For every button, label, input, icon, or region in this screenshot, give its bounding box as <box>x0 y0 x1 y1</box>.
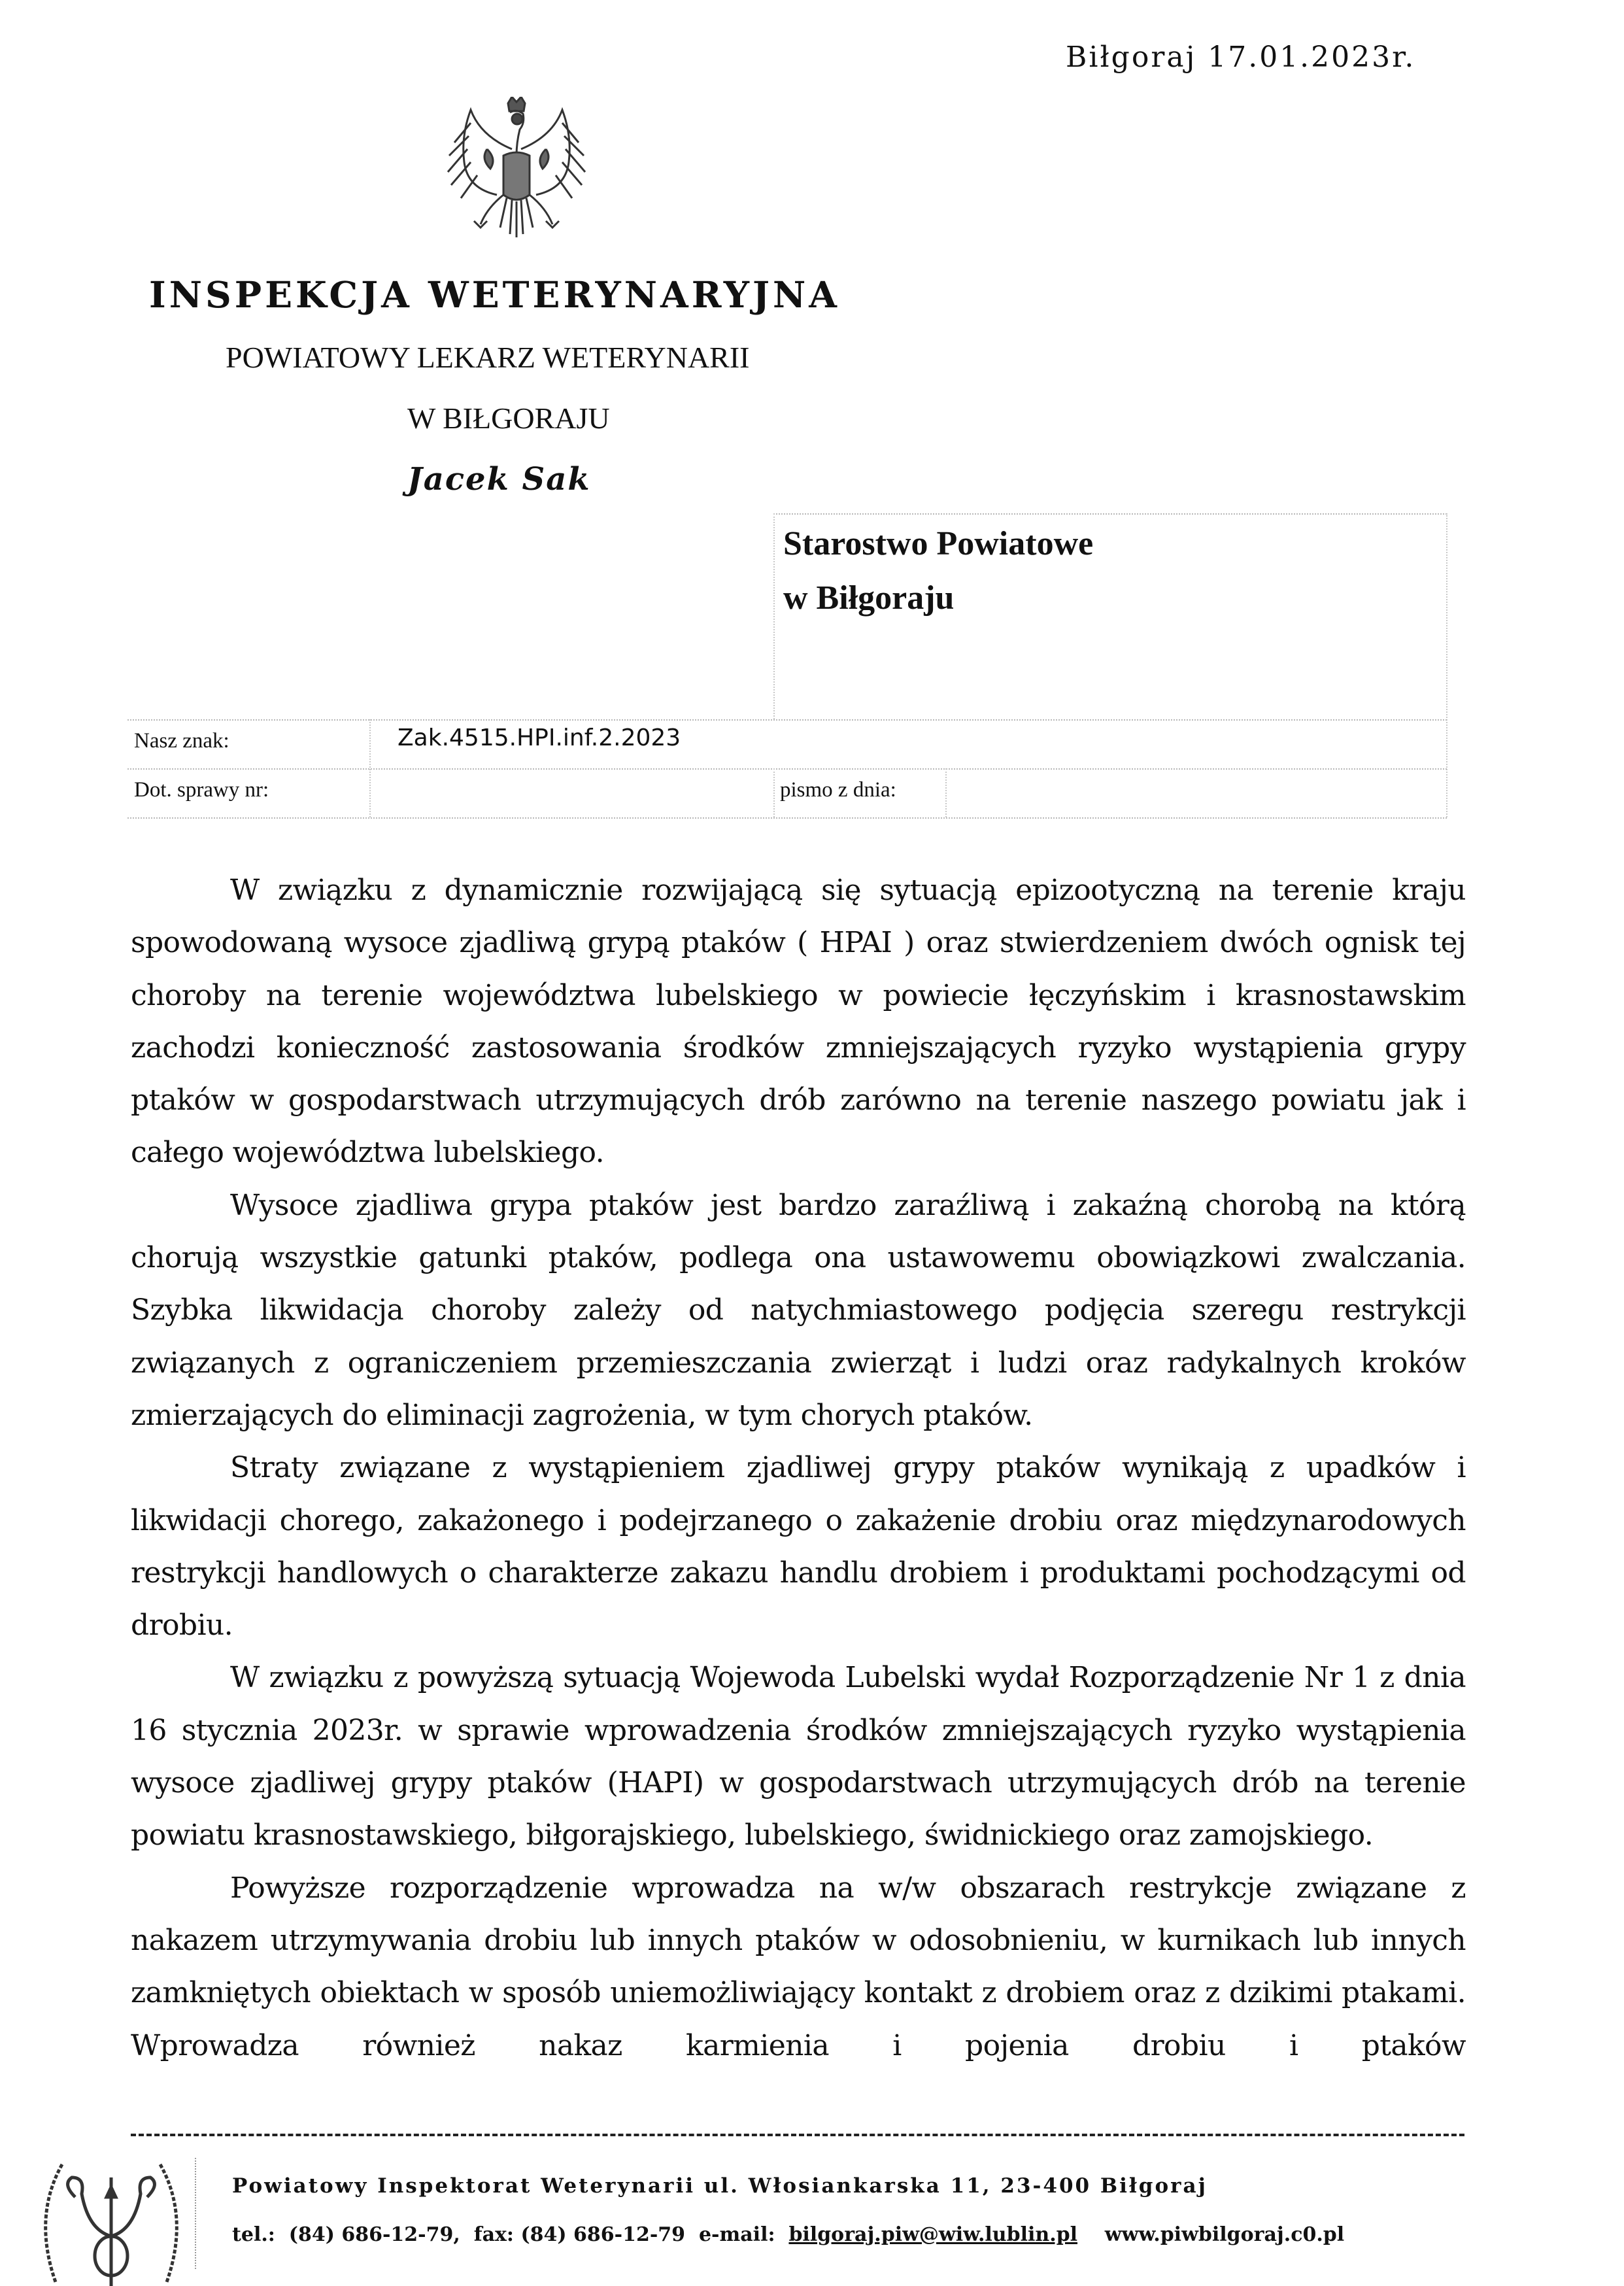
body-paragraph: Straty związane z wystąpieniem zjadliwej grypy ptaków wynikają z upadków i likwidacji chorego, zakażonego i podejrzanego o zakażenie drobiu oraz międzynarodowych restrykcji handlowych o charakterze zakazu handlu drobiem i produktami pochodzącymi od drobiu. <box>131 1451 1466 1643</box>
organization-city: W BIŁGORAJU <box>407 401 610 435</box>
our-ref-label: Nasz znak: <box>134 729 229 753</box>
email-link[interactable]: bilgoraj.piw@wiw.lublin.pl <box>788 2223 1078 2246</box>
body-paragraph: Powyższe rozporządzenie wprowadza na w/w obszarach restrykcje związane z nakazem utrzymywania drobiu lub innych ptaków w odosobnieniu, w kurnikach lub innych zamkniętych obiektach w sposób uniemożliwiający kontakt z drobiem oraz z dzikimi ptakami. Wprowadza również nakaz karmienia i pojenia drobiu i ptaków <box>131 1871 1466 2062</box>
recipient-box-left-border <box>773 513 775 719</box>
website-link[interactable]: www.piwbilgoraj.c0.pl <box>1104 2223 1345 2246</box>
ref-table-col-divider-2 <box>773 768 775 817</box>
ref-table-bottom-border <box>127 817 1447 819</box>
ref-table-col-divider <box>369 719 371 817</box>
our-ref-value: Zak.4515.HPI.inf.2.2023 <box>398 725 681 751</box>
footer-separator <box>195 2158 196 2269</box>
recipient-box-top-border <box>773 513 1447 515</box>
organization-title: INSPEKCJA WETERYNARYJNA <box>149 273 840 316</box>
tel-label: tel.: <box>232 2223 275 2246</box>
fax-number: (84) 686-12-79 <box>520 2223 686 2246</box>
body-paragraph: W związku z powyższą sytuacją Wojewoda Lubelski wydał Rozporządzenie Nr 1 z dnia 16 stycznia 2023r. w sprawie wprowadzenia środków zmniejszających ryzyko wystąpienia wysoce zjadliwej grypy ptaków (HAPI) w gospodarstwach utrzymujących drób na terenie powiatu krasnostawskiego, biłgorajskiego, lubelskiego, świdnickiego oraz zamojskiego. <box>131 1661 1466 1852</box>
organization-subtitle: POWIATOWY LEKARZ WETERYNARII <box>226 341 750 374</box>
recipient-address <box>783 517 1093 625</box>
tel-number: (84) 686-12-79, <box>288 2223 460 2246</box>
ref-table-mid-border <box>127 768 1447 770</box>
recipient-line-2: w Biłgoraju <box>783 579 955 617</box>
email-label: e-mail: <box>698 2223 775 2246</box>
place-and-date: Biłgoraj 17.01.2023r. <box>1066 41 1416 74</box>
letter-date-label: pismo z dnia: <box>780 778 896 802</box>
polish-eagle-emblem-icon <box>435 97 598 250</box>
ref-table-col-divider-3 <box>945 768 947 817</box>
recipient-line-1: Starostwo Powiatowe <box>783 525 1094 562</box>
letter-body <box>131 864 1466 2072</box>
footer-address: Powiatowy Inspektorat Weterynarii ul. Włosiankarska 11, 23-400 Biłgoraj <box>232 2174 1208 2198</box>
body-paragraph: W związku z dynamicznie rozwijającą się sytuacją epizootyczną na terenie kraju spowodowaną wysoce zjadliwą grypą ptaków ( HPAI ) oraz stwierdzeniem dwóch ognisk tej choroby na terenie województwa lubelskiego w powiecie łęczyńskim i krasnostawskim zachodzi konieczność zastosowania środków zmniejszających ryzyko wystąpienia grypy ptaków w gospodarstwach utrzymujących drób zarówno na terenie naszego powiatu jak i całego województwa lubelskiego. <box>131 874 1466 1170</box>
recipient-box-right-border <box>1446 513 1447 817</box>
case-number-label: Dot. sprawy nr: <box>134 778 269 802</box>
signatory-name: Jacek Sak <box>407 461 591 498</box>
fax-label: fax: <box>473 2223 514 2246</box>
body-paragraph: Wysoce zjadliwa grypa ptaków jest bardzo zaraźliwą i zakaźną chorobą na którą chorują wszystkie gatunki ptaków, podlega ona ustawowemu obowiązkowi zwalczania. Szybka likwidacja choroby zależy od natychmiastowego podjęcia szeregu restrykcji związanych z ograniczeniem przemieszczania zwierząt i ludzi oraz radykalnych kroków zmierzających do eliminacji zagrożenia, w tym chorych ptaków. <box>131 1188 1466 1432</box>
footer-divider <box>131 2134 1464 2136</box>
ref-table-top-border <box>127 719 1447 721</box>
footer-contacts <box>232 2223 1344 2246</box>
caduceus-logo-icon <box>36 2158 186 2286</box>
